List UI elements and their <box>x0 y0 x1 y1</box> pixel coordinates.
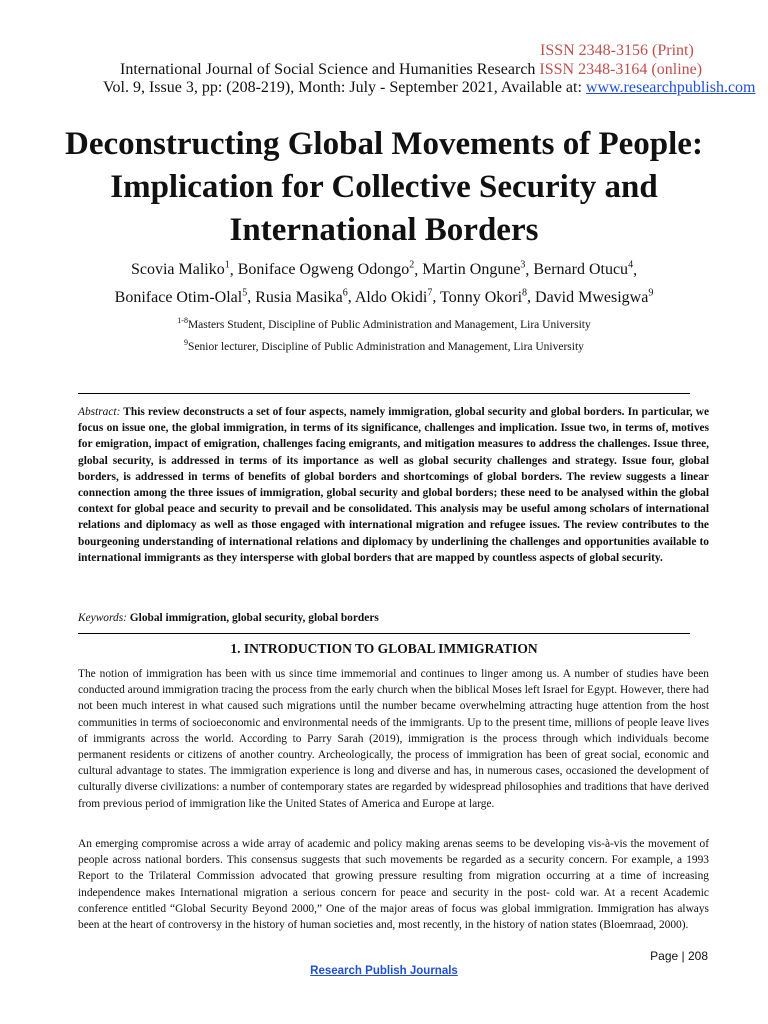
affiliation-1-sup: 1-8 <box>177 316 188 325</box>
affiliation-2: $^9$Senior lecturer, Discipline of Public Administration and Management, Lira University <box>184 338 584 353</box>
section-heading: 1. INTRODUCTION TO GLOBAL IMMIGRATION <box>230 641 538 656</box>
author: David Mwesigwa$^9$ <box>535 287 654 306</box>
author: Rusia Masika$^6$ <box>255 287 348 306</box>
author: Tonny Okori$^8$ <box>440 287 528 306</box>
divider-top <box>78 393 690 394</box>
abstract-text: This review deconstructs a set of four aspects, namely immigration, global security and global borders. In particular, we focus on issue one, the global immigration, in terms of its significance, challenges and implication. Issue two, in terms of, motives for emigration, impact of emigration, challenges facing emigrants, and mitigation measures to address the challenges. Issue three, global security, is addressed in terms of its importance as well as global security challenges and strategy. Issue four, global borders, is addressed in terms of benefits of global borders and shortcomings of global borders. The review suggests a linear connection among the three issues of immigration, global security and global borders; these need to be analysed within the global context for global peace and security to prevail and be consolidated. This analysis may be useful among scholars of international relations and diplomacy as well as those engaged with international migration and refugee issues. The review contributes to the bourgeoning understanding of international relations and diplomacy by underlining the challenges and opportunities available to international immigrants as they intersperse with global borders that are mapped by countless aspects of global security. <box>78 406 709 564</box>
paper-title <box>40 123 728 252</box>
title-line-1: Deconstructing Global Movements of People: <box>65 126 703 162</box>
keywords-text: Global immigration, global security, global borders <box>129 612 379 624</box>
author: Aldo Okidi$^7$ <box>354 287 433 306</box>
issn-online: ISSN 2348-3164 (online) <box>539 61 703 78</box>
volume-line <box>103 79 755 97</box>
volume-info: Vol. 9, Issue 3, pp: (208-219), Month: July - September 2021, Available at: <box>103 79 582 96</box>
keywords <box>78 612 690 624</box>
body-paragraph-2: An emerging compromise across a wide array of academic and policy making arenas seems to be developing vis-à-vis the movement of people across national borders. This consensus suggests that such movements be regarded as a security concern. For example, a 1993 Report to the Trilateral Commission advocated that growing pressure resulting from migration occurring at a time of increasing independence makes International migration a serious concern for peace and security in the post- cold war. At a recent Academic conference entitled “Global Security Beyond 2000,” One of the major areas of focus was global immigration. Immigration has always been at the heart of controversy in the history of human societies and, most recently, in the history of nation states (Bloemraad, 2000). <box>78 838 709 932</box>
body-paragraph-1: The notion of immigration has been with us since time immemorial and continues to linger among us. A number of studies have been conducted around immigration tracing the process from the early church when the biblical Moses left Israel for Egypt. However, there had not been much interest in what caused such migrations until the number became overwhelming attracting huge attention from the host communities in terms of socioeconomic and environmental needs of the immigrants. Up to the present time, millions of people leave lives of immigrants across the world. According to Parry Sarah (2019), immigration is the process through which individuals become permanent residents or citizens of another country. Archeologically, the process of immigration has been of great social, economic and cultural advantage to states. The immigration experience is long and diverse and has, in numerous cases, occasioned the development of culturally diverse civilizations: a number of contemporary states are regarded by widespread philosophies and traditions that have derived from previous period of immigration like the United States of America and Europe at large. <box>78 668 709 810</box>
author: Bernard Otucu$^4$ <box>533 260 634 279</box>
publisher-link[interactable]: Research Publish Journals <box>310 965 458 977</box>
author-list: Scovia Maliko$^1$, Boniface Ogweng Odongo$^2$, Martin Ongune$^3$, Bernard Otucu$^4$, Boniface Otim-Olal$^5$, Rusia Masika$^6$, Aldo Okidi$^7$, Tonny Okori$^8$, David Mwesigwa$^9$ <box>114 260 654 306</box>
journal-name: International Journal of Social Science and Humanities Research <box>120 61 536 78</box>
author: Scovia Maliko$^1$ <box>130 260 230 279</box>
journal-header-line <box>120 61 702 79</box>
page-number: Page | 208 <box>650 949 708 963</box>
affiliation-2-sup: 9 <box>184 338 189 347</box>
title-line-3: International Borders <box>229 212 539 248</box>
affiliation-1: $^{1-8}$Masters Student, Discipline of Public Administration and Management, Lira University <box>177 316 591 331</box>
divider-bottom <box>78 633 690 634</box>
abstract-label: Abstract: <box>78 406 121 418</box>
keywords-label: Keywords: <box>78 612 127 624</box>
website-link[interactable]: www.researchpublish.com <box>585 79 756 96</box>
abstract <box>78 404 709 566</box>
publisher-footer <box>0 965 768 977</box>
author: Boniface Ogweng Odongo$^2$ <box>237 260 415 279</box>
author: Martin Ongune$^3$ <box>422 260 526 279</box>
author: Boniface Otim-Olal$^5$ <box>114 287 248 306</box>
issn-print: ISSN 2348-3156 (Print) <box>540 42 694 59</box>
title-line-2: Implication for Collective Security and <box>110 169 658 205</box>
